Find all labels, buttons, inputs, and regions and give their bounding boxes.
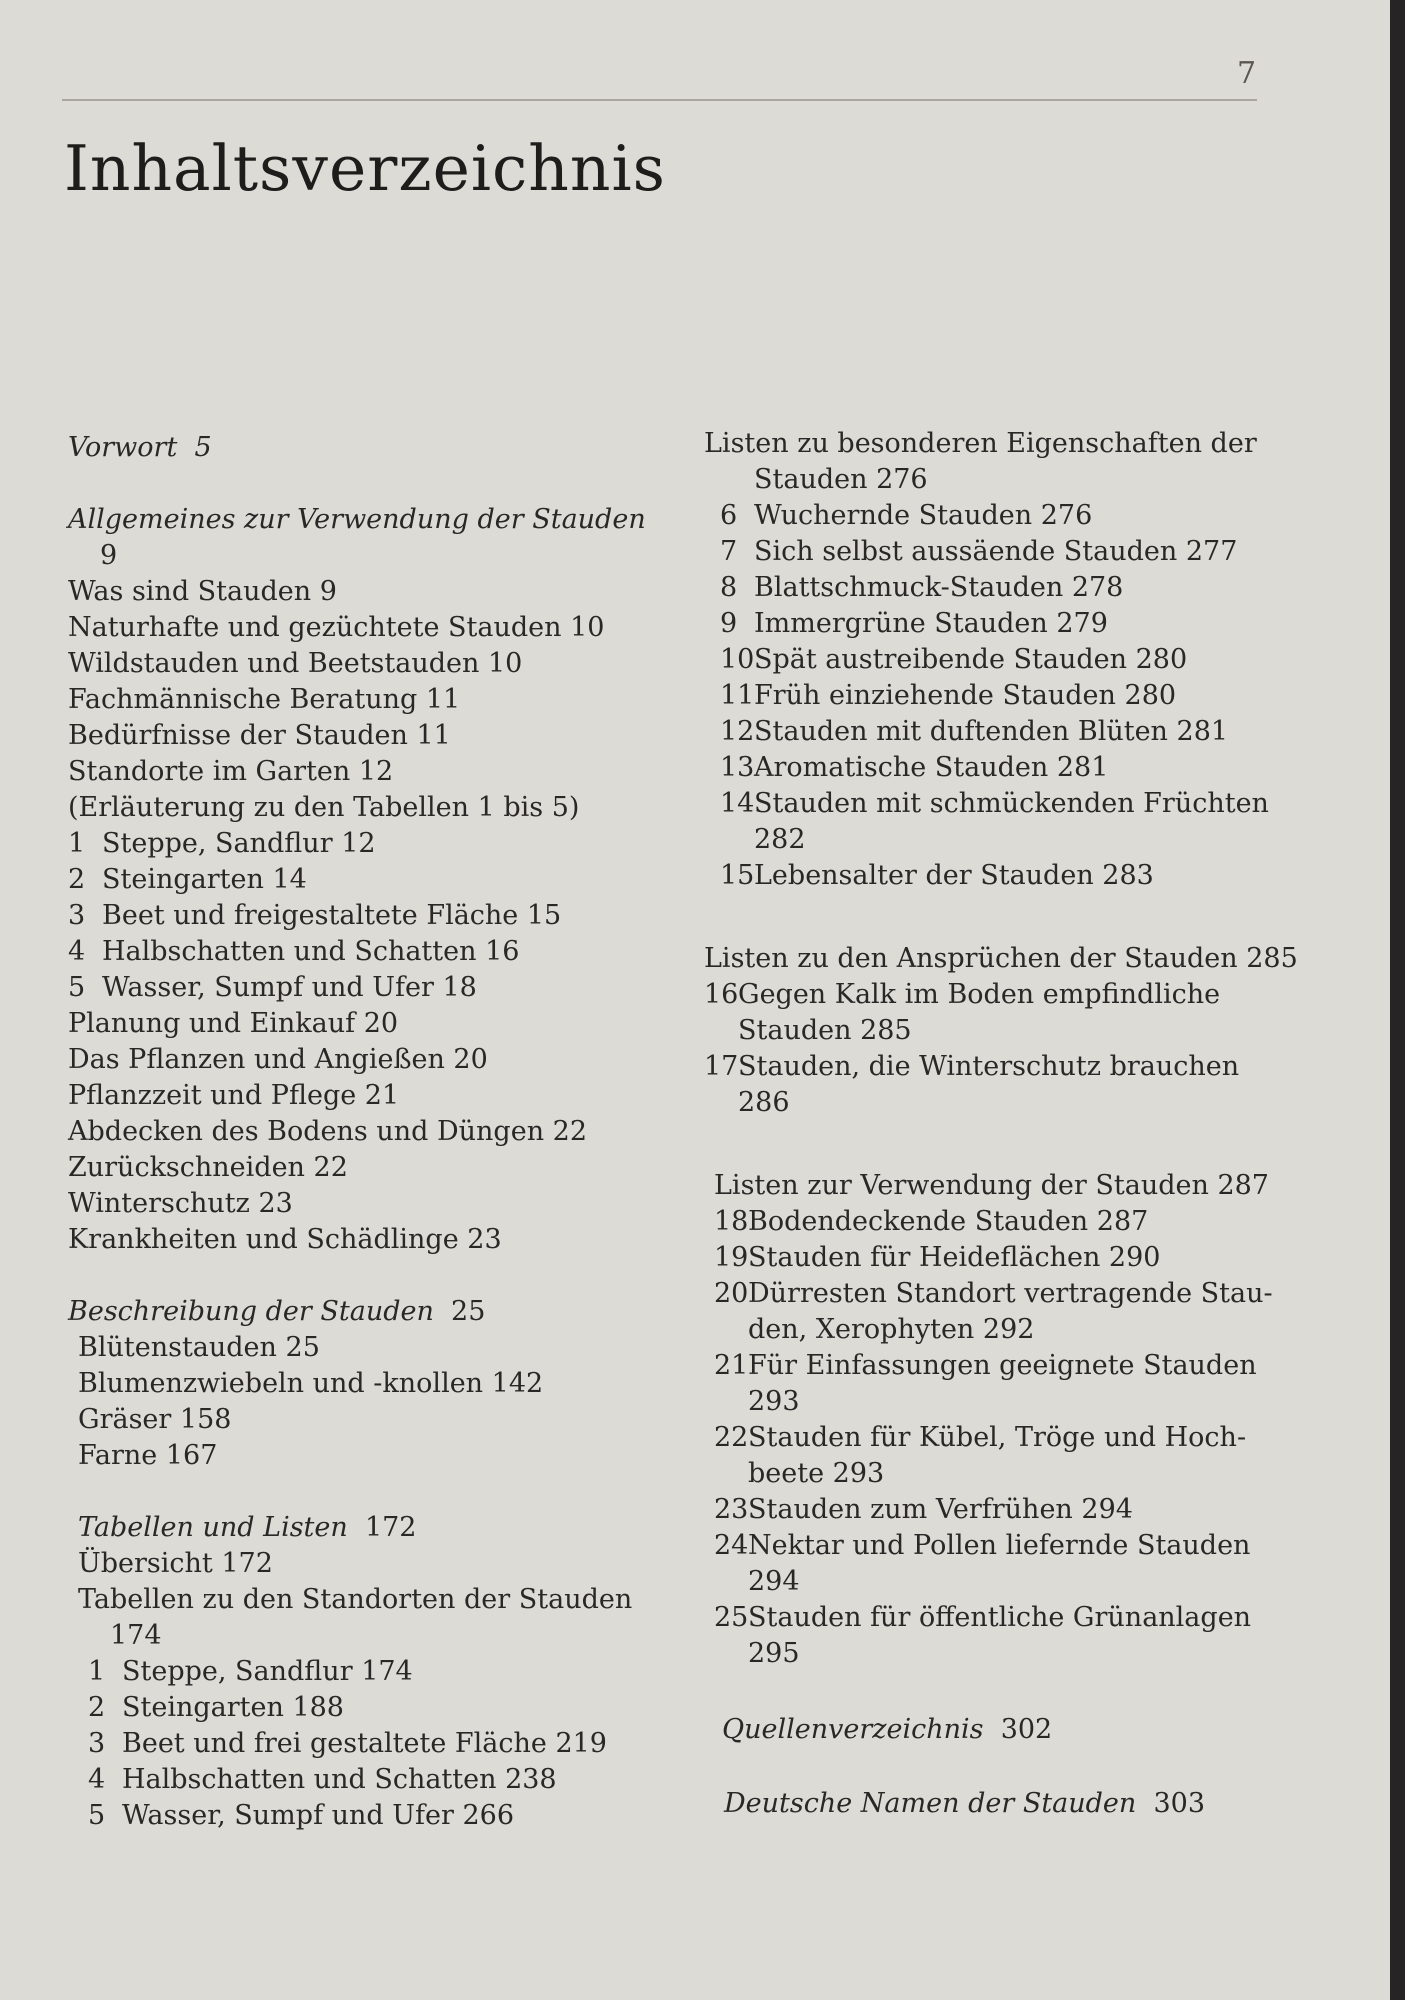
toc-part-page: 5 (194, 432, 212, 463)
toc-entry-text (102, 934, 668, 970)
toc-part-title: Quellenverzeichnis (722, 1714, 984, 1745)
toc-entry-text (748, 1204, 1304, 1240)
toc-part-beschreibung (68, 1294, 668, 1330)
toc-entry-number: 5 (68, 972, 86, 1003)
toc-entry-numbered (68, 826, 668, 862)
toc-entry-number: 16 (704, 979, 739, 1010)
toc-entry-line: Für Einfassungen geeignete Stauden (748, 1350, 1257, 1381)
toc-entry-numbered (720, 750, 1304, 786)
toc-entry-number: 24 (714, 1530, 749, 1561)
toc-entry-numbered (88, 1762, 668, 1798)
toc-entry-line: Immergrüne Stauden 279 (754, 608, 1108, 639)
toc-entry-line: Stauden für Heideflächen 290 (748, 1242, 1161, 1273)
toc-entry-text (738, 1049, 1304, 1121)
toc-entry-number: 2 (88, 1692, 106, 1723)
toc-part-vorwort (68, 430, 668, 466)
toc-entry-number: 6 (720, 500, 738, 531)
toc-entry-numbered (68, 970, 668, 1006)
toc-entry-text (754, 678, 1304, 714)
toc-entry-number: 5 (88, 1800, 106, 1831)
toc-entry-line-cont: 282 (754, 824, 806, 855)
toc-entry-number: 20 (714, 1278, 749, 1309)
toc-entry-line: Halbschatten und Schatten 16 (102, 936, 520, 967)
toc-entry-line: Steingarten 14 (102, 864, 307, 895)
toc-entry-number: 3 (68, 900, 86, 931)
toc-entry-numbered (720, 786, 1304, 858)
toc-entry-line: Wasser, Sumpf und Ufer 18 (102, 972, 477, 1003)
toc-entry-number: 18 (714, 1206, 749, 1237)
toc-part-page: 25 (451, 1296, 486, 1327)
toc-entry-line-cont: 294 (748, 1566, 800, 1597)
toc-entry-uebersicht: Übersicht 172 (78, 1548, 273, 1579)
toc-entry-numbered (704, 977, 1304, 1049)
toc-entry-numbered (68, 862, 668, 898)
toc-entry-numbered (714, 1276, 1304, 1348)
toc-entry: Krankheiten und Schädlinge 23 (68, 1224, 502, 1255)
toc-entry-number: 15 (720, 860, 755, 891)
toc-entry-line: Stauden für Kübel, Tröge und Hoch- (748, 1422, 1247, 1453)
toc-entry-text (102, 826, 668, 862)
toc-entry-number: 12 (720, 716, 755, 747)
toc-part-page: 303 (1153, 1788, 1206, 1819)
toc-entry-line: Früh einziehende Stauden 280 (754, 680, 1177, 711)
toc-entry-text (102, 970, 668, 1006)
toc-heading-eigenschaften: Listen zu besonderen Eigenschaften der (704, 428, 1257, 459)
toc-part-title: Allgemeines zur Verwendung der Stauden (68, 504, 646, 535)
toc-entry-line: Beet und frei gestaltete Fläche 219 (122, 1728, 607, 1759)
toc-right-column (704, 426, 1304, 1822)
toc-entry-line: Steingarten 188 (122, 1692, 344, 1723)
toc-part-title: Tabellen und Listen (78, 1512, 348, 1543)
toc-entry-number: 7 (720, 536, 738, 567)
toc-entry-numbered (68, 934, 668, 970)
toc-pflege-list (68, 1006, 668, 1258)
toc-entry-text (754, 642, 1304, 678)
toc-tabellen-standorte-list (78, 1654, 668, 1834)
toc-entry-line: Steppe, Sandflur 12 (102, 828, 376, 859)
toc-entry-number: 11 (720, 680, 755, 711)
toc-entry-numbered (720, 858, 1304, 894)
toc-entry-numbered (714, 1204, 1304, 1240)
toc-entry: Blumenzwiebeln und -knollen 142 (78, 1368, 544, 1399)
toc-entry-number: 2 (68, 864, 86, 895)
header-rule (62, 99, 1257, 101)
toc-entry-line: Stauden mit duftenden Blüten 281 (754, 716, 1229, 747)
toc-entry-numbered (714, 1600, 1304, 1672)
toc-entry-numbered (714, 1420, 1304, 1492)
toc-entry-line-cont: Stauden 285 (738, 1015, 912, 1046)
toc-entry-line: Stauden für öffentliche Grünanlagen (748, 1602, 1252, 1633)
toc-entry-line: Stauden zum Verfrühen 294 (748, 1494, 1133, 1525)
toc-entry-text (754, 570, 1304, 606)
toc-entry-numbered (720, 642, 1304, 678)
toc-entry: Gräser 158 (78, 1404, 232, 1435)
toc-entry-line: Blattschmuck-Stauden 278 (754, 572, 1124, 603)
toc-entry-number: 25 (714, 1602, 749, 1633)
toc-entry-number: 21 (714, 1350, 749, 1381)
toc-entry-text (748, 1348, 1304, 1420)
toc-part-title: Vorwort (68, 432, 178, 463)
toc-part-quellen (704, 1712, 1304, 1748)
toc-entry: Winterschutz 23 (68, 1188, 293, 1219)
toc-part-tabellen (78, 1510, 668, 1546)
toc-entry-text (122, 1762, 668, 1798)
toc-entry: Blütenstauden 25 (78, 1332, 320, 1363)
toc-entry-line: Dürresten Standort vertragende Stau- (748, 1278, 1273, 1309)
toc-part-title: Deutsche Namen der Stauden (724, 1788, 1137, 1819)
toc-entry-number: 13 (720, 752, 755, 783)
toc-entry-line: Lebensalter der Stauden 283 (754, 860, 1154, 891)
toc-entry-number: 8 (720, 572, 738, 603)
toc-entry-numbered (720, 678, 1304, 714)
toc-entry-line: Beet und freigestaltete Fläche 15 (102, 900, 562, 931)
page-number: 7 (1237, 56, 1257, 91)
toc-entry-numbered (714, 1492, 1304, 1528)
toc-entry-line: Bodendeckende Stauden 287 (748, 1206, 1149, 1237)
toc-entry: Bedürfnisse der Stauden 11 (68, 720, 451, 751)
toc-heading-verwendung: Listen zur Verwendung der Stauden 287 (714, 1170, 1269, 1201)
toc-entry-number: 17 (704, 1051, 739, 1082)
toc-entry-line: Gegen Kalk im Boden empfindliche (738, 979, 1221, 1010)
toc-part-title: Beschreibung der Stauden (68, 1296, 434, 1327)
toc-entry-numbered (720, 534, 1304, 570)
toc-allgemeines-list (68, 574, 668, 826)
toc-entry-number: 23 (714, 1494, 749, 1525)
toc-entry: Abdecken des Bodens und Düngen 22 (68, 1116, 588, 1147)
toc-entry: Standorte im Garten 12 (68, 756, 394, 787)
toc-entry-numbered (720, 498, 1304, 534)
toc-entry-text (754, 498, 1304, 534)
page-title: Inhaltsverzeichnis (64, 132, 666, 205)
toc-entry-text (122, 1690, 668, 1726)
toc-entry-text (122, 1726, 668, 1762)
toc-entry-numbered (720, 570, 1304, 606)
toc-entry-text (754, 714, 1304, 750)
toc-left-column (68, 430, 668, 1834)
toc-entry-line: Stauden, die Winterschutz brauchen (738, 1051, 1240, 1082)
toc-entry-number: 19 (714, 1242, 749, 1273)
toc-entry-tabellen-standorte: Tabellen zu den Standorten der Stauden (78, 1584, 633, 1615)
toc-entry-numbered (88, 1654, 668, 1690)
toc-standorte-list (68, 826, 668, 1006)
toc-entry-text (754, 858, 1304, 894)
toc-entry-text (748, 1492, 1304, 1528)
toc-entry: Was sind Stauden 9 (68, 576, 337, 607)
toc-entry: Naturhafte und gezüchtete Stauden 10 (68, 612, 605, 643)
toc-part-allgemeines (68, 502, 668, 538)
toc-entry: Zurückschneiden 22 (68, 1152, 348, 1183)
toc-heading-eigenschaften-cont: Stauden 276 (754, 464, 928, 495)
toc-entry-line: Sich selbst aussäende Stauden 277 (754, 536, 1238, 567)
toc-entry-numbered (720, 606, 1304, 642)
toc-entry-number: 1 (88, 1656, 106, 1687)
toc-entry-text (754, 534, 1304, 570)
toc-eigenschaften-list (704, 498, 1304, 894)
toc-entry-text (122, 1654, 668, 1690)
toc-entry-number: 1 (68, 828, 86, 859)
toc-entry-text (122, 1798, 668, 1834)
toc-beschreibung-list (68, 1330, 668, 1474)
toc-entry-line: Wuchernde Stauden 276 (754, 500, 1093, 531)
toc-entry-numbered (704, 1049, 1304, 1121)
toc-entry-numbered (720, 714, 1304, 750)
toc-entry-line: Halbschatten und Schatten 238 (122, 1764, 557, 1795)
toc-entry: Planung und Einkauf 20 (68, 1008, 399, 1039)
toc-entry-line: Nektar und Pollen liefernde Stauden (748, 1530, 1251, 1561)
toc-entry-line: Spät austreibende Stauden 280 (754, 644, 1188, 675)
toc-entry-text (102, 898, 668, 934)
toc-entry-line: Stauden mit schmückenden Früchten (754, 788, 1269, 819)
toc-part-page: 172 (364, 1512, 417, 1543)
toc-entry: Pflanzzeit und Pflege 21 (68, 1080, 400, 1111)
toc-entry-line-cont: den, Xerophyten 292 (748, 1314, 1035, 1345)
toc-entry-number: 4 (88, 1764, 106, 1795)
toc-entry-numbered (714, 1348, 1304, 1420)
toc-entry: Wildstauden und Beetstauden 10 (68, 648, 523, 679)
toc-entry-line-cont: 295 (748, 1638, 800, 1669)
toc-entry-number: 22 (714, 1422, 749, 1453)
toc-entry-line: Wasser, Sumpf und Ufer 266 (122, 1800, 515, 1831)
toc-part-page: 302 (1000, 1714, 1053, 1745)
toc-part-deutsche-namen (704, 1786, 1304, 1822)
toc-entry-number: 10 (720, 644, 755, 675)
toc-entry-numbered (68, 898, 668, 934)
toc-entry-text (738, 977, 1304, 1049)
toc-entry: (Erläuterung zu den Tabellen 1 bis 5) (68, 792, 580, 823)
toc-verwendung-list (704, 1204, 1304, 1672)
toc-entry-line: Aromatische Stauden 281 (754, 752, 1109, 783)
toc-entry-text (748, 1240, 1304, 1276)
toc-entry-text (102, 862, 668, 898)
toc-entry-number: 14 (720, 788, 755, 819)
toc-entry-number: 4 (68, 936, 86, 967)
toc-entry-text (748, 1276, 1304, 1348)
toc-entry: Das Pflanzen und Angießen 20 (68, 1044, 488, 1075)
toc-entry-text (754, 606, 1304, 642)
toc-entry-numbered (88, 1798, 668, 1834)
toc-heading-ansprueche: Listen zu den Ansprüchen der Stauden 285 (704, 943, 1298, 974)
toc-entry: Farne 167 (78, 1440, 218, 1471)
toc-entry-text (754, 750, 1304, 786)
toc-part-page: 9 (100, 540, 118, 571)
toc-ansprueche-list (704, 977, 1304, 1121)
toc-entry: Fachmännische Beratung 11 (68, 684, 461, 715)
toc-entry-line: Steppe, Sandflur 174 (122, 1656, 413, 1687)
toc-entry-numbered (714, 1528, 1304, 1600)
toc-entry-numbered (714, 1240, 1304, 1276)
toc-entry-number: 9 (720, 608, 738, 639)
toc-entry-text (748, 1528, 1304, 1600)
toc-entry-number: 3 (88, 1728, 106, 1759)
toc-entry-numbered (88, 1690, 668, 1726)
toc-entry-line-cont: 293 (748, 1386, 800, 1417)
toc-entry-numbered (88, 1726, 668, 1762)
toc-entry-line-cont: 286 (738, 1087, 790, 1118)
toc-entry-line-cont: beete 293 (748, 1458, 885, 1489)
toc-entry-tabellen-standorte-page: 174 (110, 1620, 162, 1651)
toc-entry-text (748, 1600, 1304, 1672)
toc-entry-text (754, 786, 1304, 858)
toc-entry-text (748, 1420, 1304, 1492)
